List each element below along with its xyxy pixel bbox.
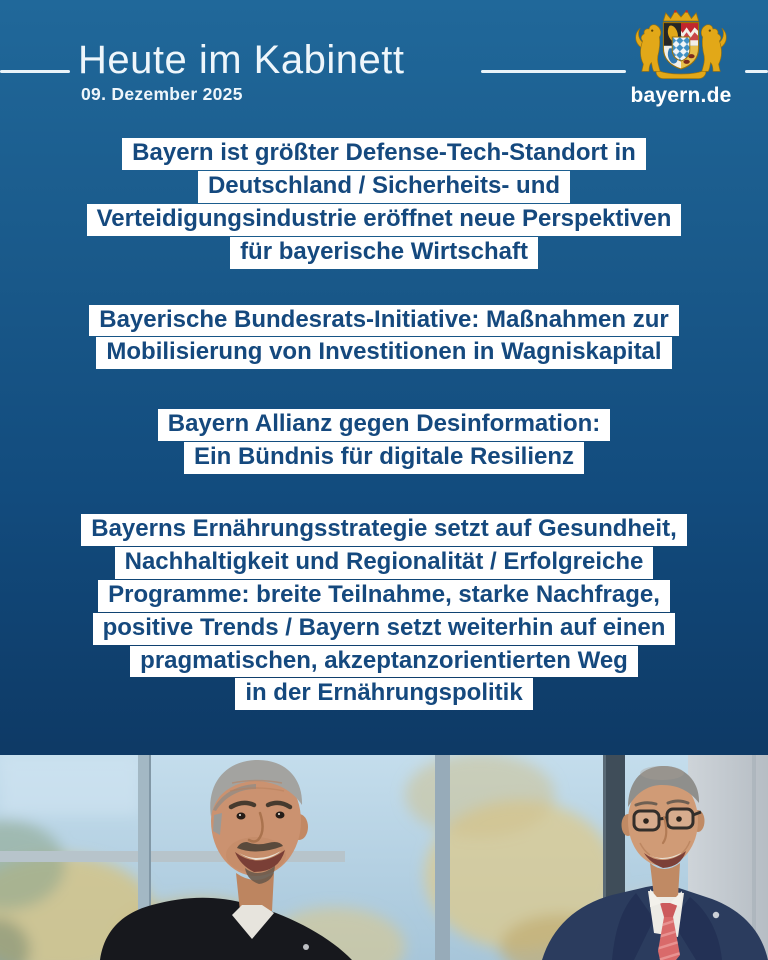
divider-line-left [0,70,70,73]
page-title: Heute im Kabinett [78,38,405,82]
cabinet-photo [0,755,768,960]
topic-line: Bayerns Ernährungsstrategie setzt auf Gesundheit, [81,514,686,546]
header [0,0,768,118]
bavaria-coat-of-arms-icon [633,8,729,82]
divider-line-middle [481,70,626,73]
topic-line: für bayerische Wirtschaft [230,237,538,269]
topic-line: pragmatischen, akzeptanzorientierten Weg [130,646,638,678]
brand-block [626,8,736,108]
topics-list [0,118,768,711]
topic-line: Mobilisierung von Investitionen in Wagniskapital [96,337,671,369]
topic-bundesrat-initiative [0,305,768,370]
date-label: 09. Dezember 2025 [81,84,243,104]
lapel-pin [713,912,719,918]
topic-defense-tech [0,138,768,269]
window-rail [0,851,345,862]
topic-line: Nachhaltigkeit und Regionalität / Erfolgreiche [115,547,654,579]
window-mullion-center [435,755,450,960]
photo-illustration [0,755,768,960]
brand-domain: bayern.de [630,84,732,107]
topic-line: Ein Bündnis für digitale Resilienz [184,442,584,474]
topic-line: Programme: breite Teilnahme, starke Nachfrage, [98,580,670,612]
divider-line-right [745,70,768,73]
topic-ernaehrungsstrategie [0,514,768,710]
topic-line: Verteidigungsindustrie eröffnet neue Perspektiven [87,204,682,236]
topic-line: Bayerische Bundesrats-Initiative: Maßnahmen zur [89,305,678,337]
topic-line: in der Ernährungspolitik [235,678,532,710]
topic-line: Bayern ist größter Defense-Tech-Standort in [122,138,646,170]
topic-line: Deutschland / Sicherheits- und [198,171,570,203]
topic-line: Bayern Allianz gegen Desinformation: [158,409,611,441]
topic-desinformation [0,409,768,474]
topic-line: positive Trends / Bayern setzt weiterhin auf einen [93,613,676,645]
lapel-pin [303,944,309,950]
